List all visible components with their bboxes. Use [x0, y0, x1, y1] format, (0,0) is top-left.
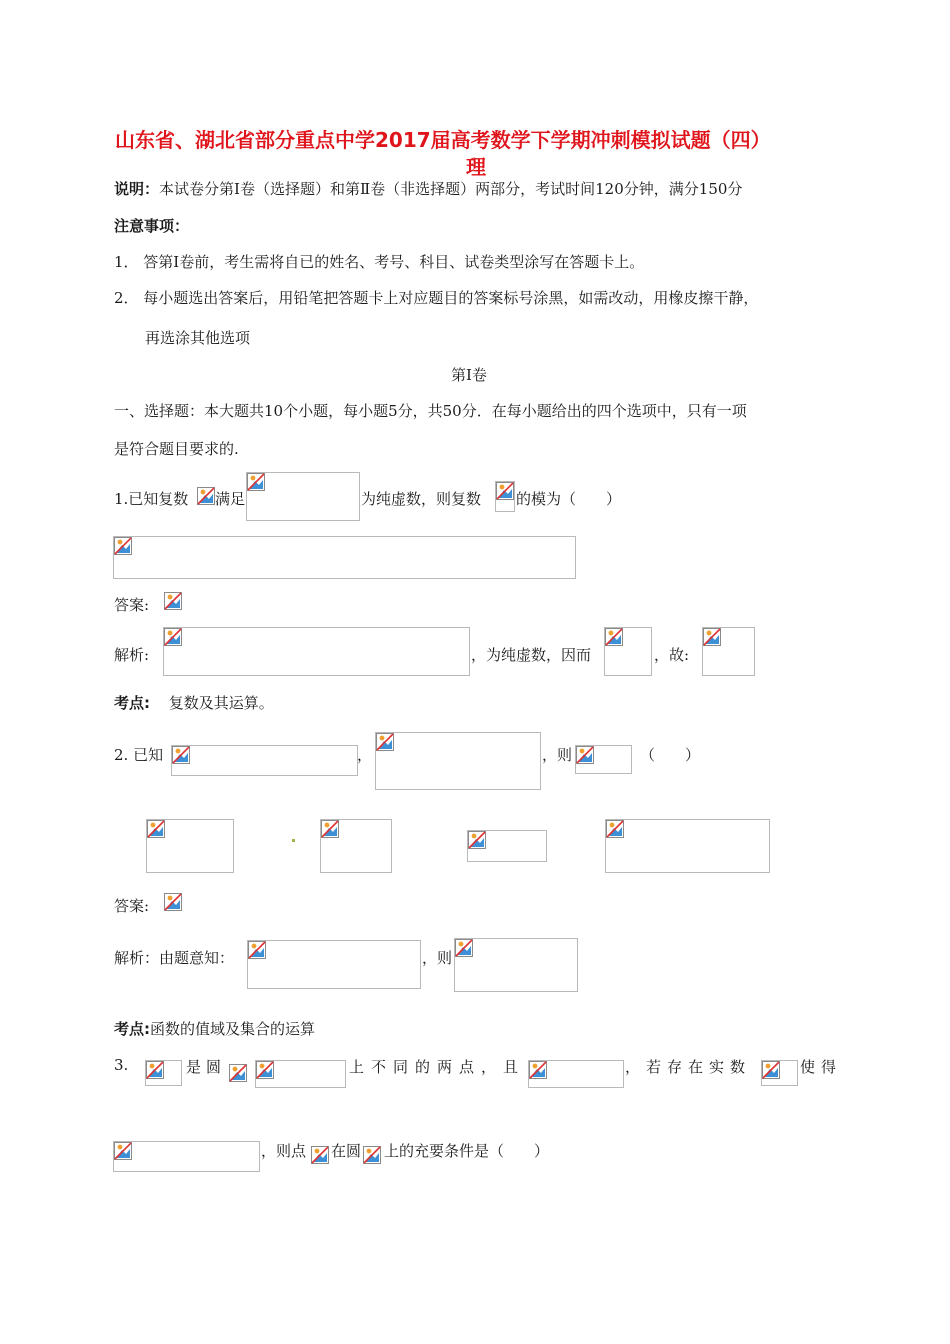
q3-text-6: 在圆 [331, 1142, 362, 1160]
q1-text-4: 的模为（ ） [516, 490, 622, 508]
attention-heading: 注意事项： [114, 217, 190, 235]
kaodian-text: 函数的值域及集合的运算 [150, 1020, 316, 1038]
q3-text-2: 上不同的两点，且 [349, 1058, 526, 1076]
kaodian-label: 考点: [114, 694, 150, 712]
q2-text-1: 2. 已知 [114, 746, 164, 764]
page-title-cont: 理 [466, 155, 486, 179]
attention-item-2: 2． 每小题选出答案后，用铅笔把答题卡上对应题目的答案标号涂黑，如需改动，用橡皮擦干静， [114, 289, 759, 307]
option-d-image [605, 819, 770, 873]
q1-text-3: 为纯虚数，则复数 [361, 490, 482, 508]
kaodian-text: 复数及其运算。 [168, 694, 274, 712]
option-a-image [146, 819, 234, 873]
formula-image [197, 487, 215, 505]
attention-item-2-cont: 再选涂其他选项 [145, 329, 251, 347]
q2-comma: ， [357, 746, 373, 764]
formula-image [113, 1141, 260, 1172]
page-title: 山东省、湖北省部分重点中学2017届高考数学下学期冲刺模拟试题（四） [115, 128, 771, 152]
formula-image [311, 1146, 330, 1167]
formula-image [246, 472, 360, 521]
formula-image [604, 627, 652, 676]
formula-image [247, 940, 421, 989]
note-label: 说明： [114, 180, 160, 198]
q3-number: 3. [114, 1056, 129, 1074]
formula-image [702, 627, 755, 676]
q3-text-4: 使得 [800, 1058, 843, 1076]
q1-text-2: 满足 [215, 490, 246, 508]
option-b-image [320, 819, 392, 873]
stray-dot [292, 839, 295, 842]
formula-image [163, 627, 470, 676]
q3-text-3: ，若存在实数 [625, 1058, 752, 1076]
options-image [113, 536, 576, 579]
section-desc-1: 一、选择题：本大题共10个小题，每小题5分，共50分．在每小题给出的四个选项中，只有一项 [114, 402, 747, 420]
kaodian-label: 考点: [114, 1020, 150, 1038]
formula-image [495, 481, 515, 512]
answer-image [164, 592, 183, 611]
q1-analysis-mid: ，为纯虚数，因而 [471, 646, 592, 664]
q1-kaodian [114, 692, 274, 713]
q2-analysis-label: 解析：由题意知： [114, 949, 235, 967]
q3-text-7: 上的充要条件是（ ） [384, 1142, 550, 1160]
note-line [114, 178, 742, 199]
q1-analysis-end: ，故: [654, 646, 690, 664]
q2-paren: （ ） [640, 746, 701, 764]
formula-image [363, 1146, 383, 1167]
formula-image [528, 1060, 624, 1088]
q1-analysis-label: 解析: [114, 646, 150, 664]
formula-image [171, 745, 358, 776]
q2-answer-label: 答案: [114, 897, 150, 915]
q2-analysis-then: ，则 [422, 949, 453, 967]
formula-image [229, 1064, 249, 1085]
formula-image [454, 938, 578, 992]
q2-then: ，则 [542, 746, 573, 764]
note-text: 本试卷分第Ⅰ卷（选择题）和第Ⅱ卷（非选择题）两部分，考试时间120分钟，满分150分 [159, 180, 743, 198]
q1-text-1: 1.已知复数 [114, 490, 189, 508]
option-c-image [467, 830, 547, 862]
formula-image [575, 745, 632, 774]
q2-kaodian [114, 1018, 315, 1039]
section-heading: 第Ⅰ卷 [451, 366, 487, 384]
formula-image [375, 732, 541, 790]
q3-text-5: ，则点 [261, 1142, 307, 1160]
formula-image [255, 1060, 346, 1088]
formula-image [145, 1060, 182, 1086]
q3-text-1: 是圆 [186, 1058, 227, 1076]
formula-image [761, 1060, 798, 1086]
q1-answer-label: 答案: [114, 596, 150, 614]
section-desc-2: 是符合题目要求的. [114, 440, 239, 458]
attention-item-1: 1． 答第Ⅰ卷前，考生需将自已的姓名、考号、科目、试卷类型涂写在答题卡上。 [114, 253, 645, 271]
answer-image [164, 893, 183, 913]
